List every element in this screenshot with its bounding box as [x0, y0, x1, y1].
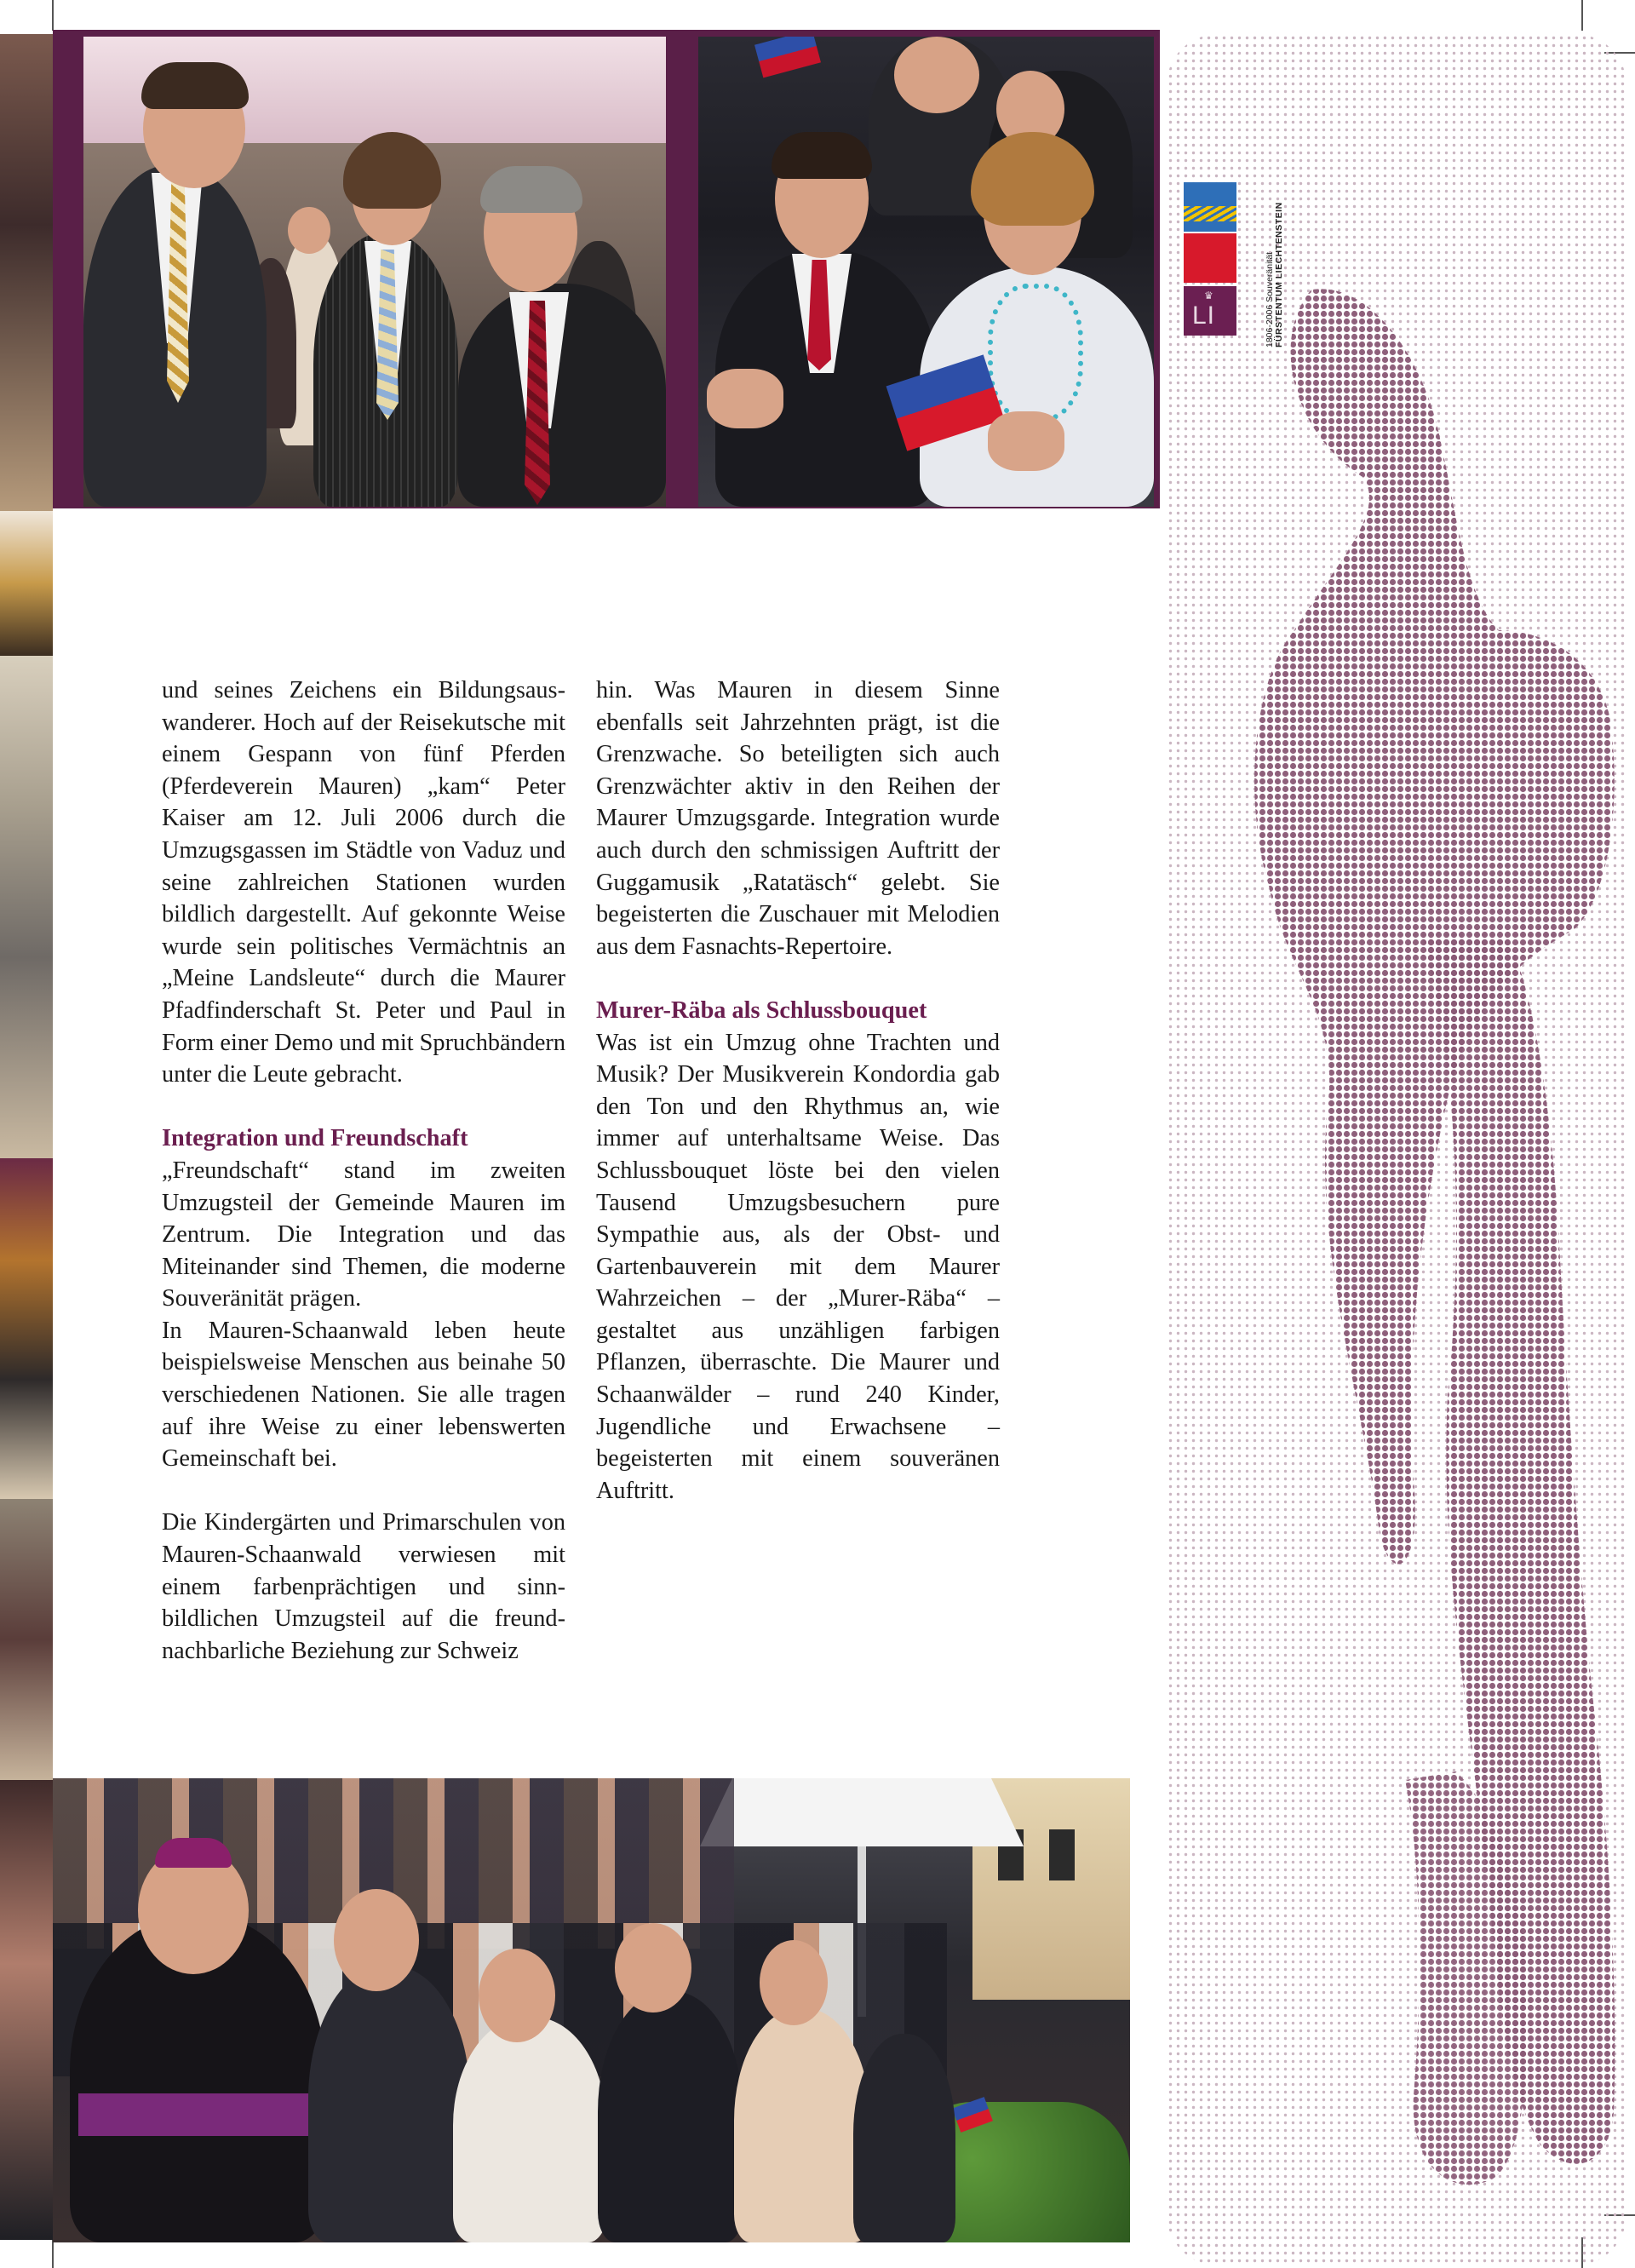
logo-purple-square — [1184, 286, 1236, 336]
guest-applauding — [853, 2034, 955, 2242]
photo-prince-princess-applauding — [698, 37, 1154, 507]
logo-red-square — [1184, 233, 1236, 283]
photo-guests-greeting — [83, 37, 666, 507]
article-paragraph: hin. Was Mauren in diesem Sinne ebenfalls seit Jahrzehnten prägt, ist die Grenzwache. So beteiligten sich auch Grenzwächter aktiv in den Reihen der Maurer Umzugsgarde. Integration wurde auch durch den schmissigen Auftritt der Guggamusik „Ratatäsch“ gelebt. Sie begeisterten die Zuschauer mit Melodien aus dem Fasnachts-Repertoire. — [596, 677, 1000, 960]
guest-applauding — [598, 1991, 743, 2242]
article-paragraph: In Mauren-Schaanwald leben heute beispielsweise Menschen aus beinahe 50 verschiedenen Nationen. Sie alle tragen auf ihre Weise zu einer lebenswerten Gemeinschaft bei. — [162, 1317, 565, 1473]
logo-yellow-wave — [1184, 206, 1236, 221]
hands-clapping — [707, 369, 783, 428]
article-paragraph: Was ist ein Umzug ohne Trachten und Musik? Der Musikverein Kondordia gab den Ton und den Rhythmus an, wie immer auf unterhaltsame Weise. Das Schlussbouquet löste bei den vielen Tausend Umzugsbesuchern pure Sympathie aus, als der Obst- und Gartenbauverein mit dem Maurer Wahrzeichen – der „Murer-Räba“ – gestaltet aus unzähligen farbigen Pflanzen, überraschte. Die Maurer und Schaanwälder – rund 240 Kinder, Jugendliche und Erwachsene – begeisterten mit einem souveränen Auftritt. — [596, 1029, 1000, 1504]
zucchetto — [155, 1838, 232, 1868]
guest-head — [479, 1949, 555, 2042]
hair — [343, 132, 441, 209]
guest-head — [615, 1923, 691, 2012]
spectator-head — [894, 37, 979, 113]
hands-clapping — [988, 411, 1064, 471]
market-umbrella — [700, 1778, 1024, 1846]
flag-small — [754, 37, 821, 78]
logo-caption-line2: FÜRSTENTUM LIECHTENSTEIN — [1274, 202, 1284, 347]
logo-caption-line1: 1806-2006 Souveränität — [1265, 251, 1275, 347]
guest-woman-white — [453, 2017, 606, 2242]
hair — [141, 62, 249, 109]
hair — [480, 166, 582, 213]
necklace — [988, 284, 1083, 422]
logo-crown-icon: ♛ — [1204, 290, 1213, 301]
article-paragraph: und seines Zeichens ein Bildungsauswanderer. Hoch auf der Reisekutsche mit einem Gespann von fünf Pferden (Pferdeverein Mauren) „kam“ Peter Kaiser am 12. Juli 2006 durch die Umzugsgassen im Städtle von Vaduz und seine zahlreichen Stationen wurden bildlich dargestellt. Auf gekonnte Weise wurde sein politisches Vermächtnis an „Meine Landsleute“ durch die Maurer Pfadfinderschaft St. Peter und Paul in Form einer Demo und mit Spruchbändern unter die Leute gebracht. — [162, 677, 565, 1088]
top-photo-frame — [53, 30, 1160, 508]
crop-mark — [1581, 0, 1583, 31]
halftone-figure-background — [1167, 34, 1626, 2265]
section-heading-schlussbouquet: Murer-Räba als Schlussbouquet — [596, 996, 927, 1024]
guest-head — [334, 1889, 419, 1991]
background-guest-head — [288, 207, 330, 254]
article-column-right — [596, 675, 1000, 1507]
photo-audience-applauding — [53, 1778, 1130, 2242]
left-bleed-strip — [0, 0, 53, 2268]
window — [1049, 1829, 1075, 1880]
purple-sash — [78, 2093, 325, 2136]
guest-woman-beige — [734, 2008, 870, 2242]
logo-mark: LI — [1192, 301, 1216, 330]
article-column-left — [162, 675, 565, 1667]
guest-applauding — [308, 1966, 470, 2242]
hair — [772, 132, 872, 179]
section-heading-integration: Integration und Freundschaft — [162, 1125, 468, 1152]
article-paragraph: Die Kindergärten und Primarschulen von Mauren-Schaanwald verwiesen mit einem farbenprächtigen und sinnbildlichen Umzugsteil auf die freundnachbarliche Beziehung zur Schweiz — [162, 1509, 565, 1664]
article-paragraph: „Freundschaft“ stand im zweiten Umzugsteil der Gemeinde Mauren im Zentrum. Die Integration und das Miteinander sind Themen, die moderne Souveränität prägen. — [162, 1157, 565, 1312]
logo-caption — [1265, 186, 1282, 347]
guest-head — [760, 1940, 828, 2025]
